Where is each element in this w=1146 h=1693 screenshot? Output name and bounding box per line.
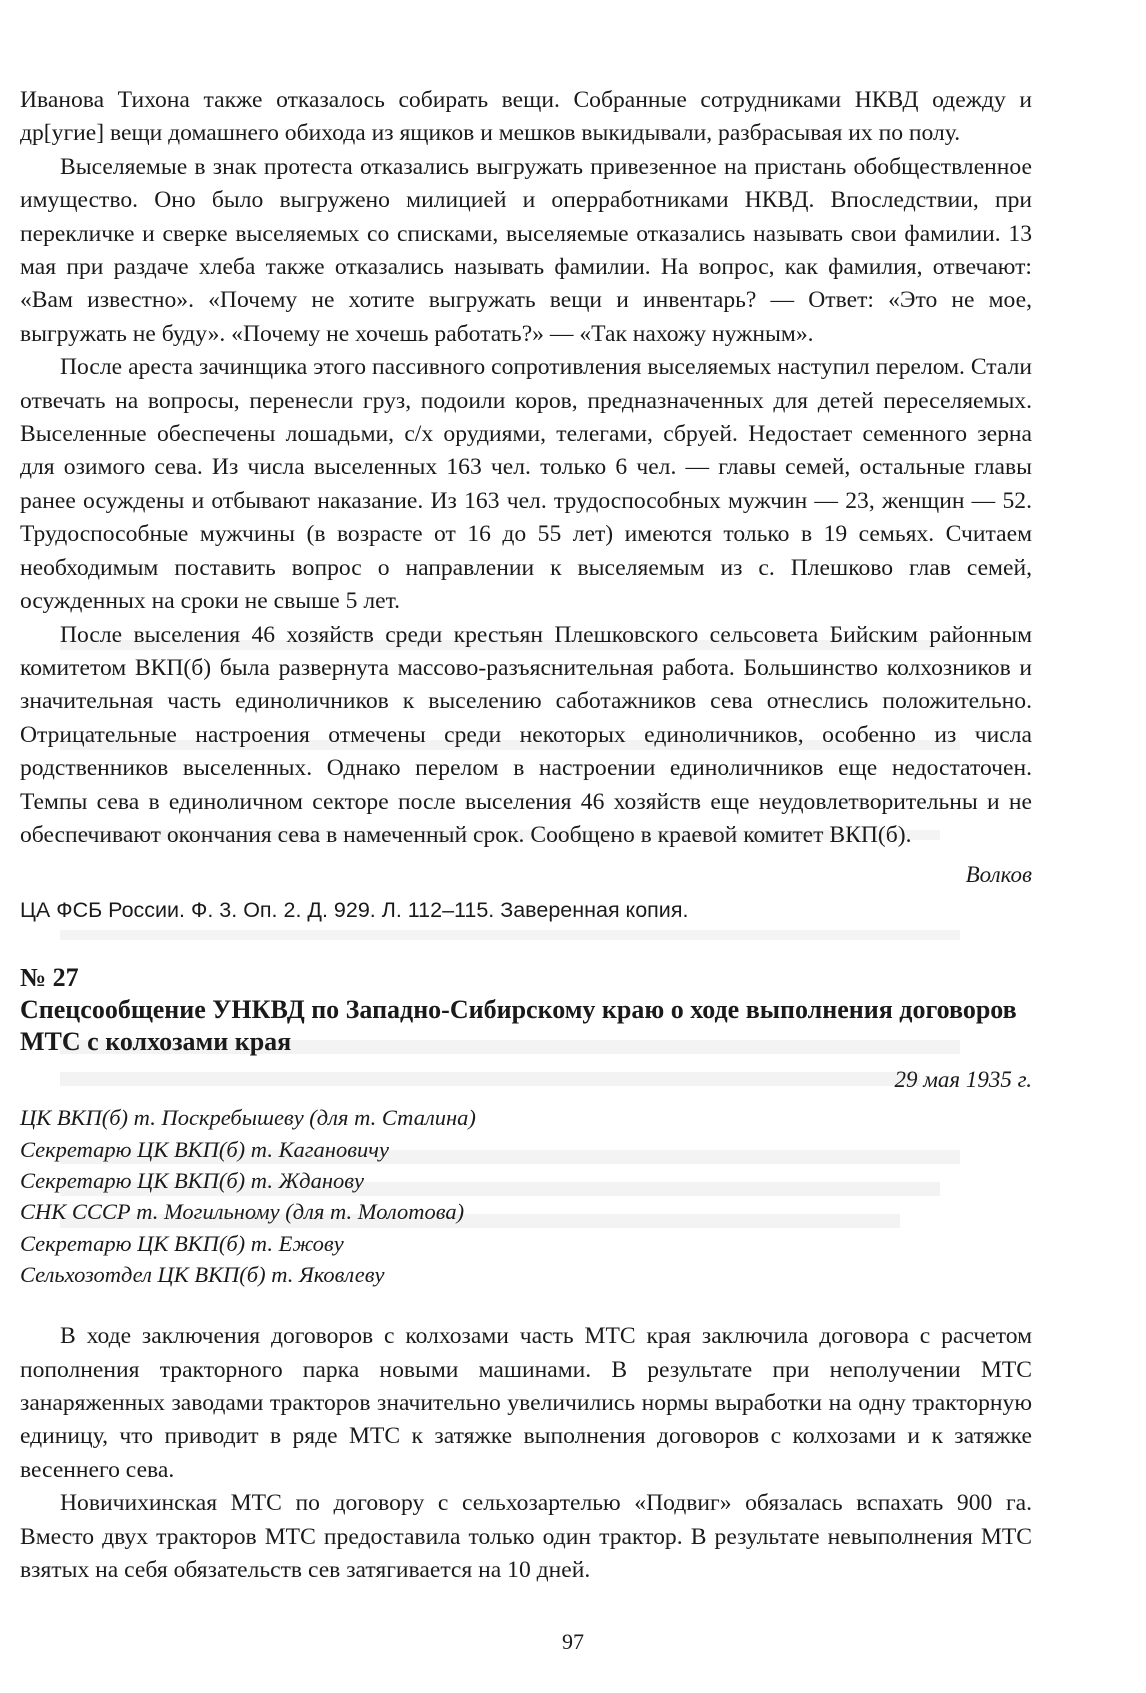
paragraph: В ходе заключения договоров с колхозами часть МТС края заключила договора с расчетом пополнения тракторного парка новыми машинами. В результате при неполучении МТС занаряженных заводами тракторов значительно увеличились нормы выработки на одну тракторную единицу, что приводит в ряде МТС к затяжке выполнения договоров с колхозами и к затяжке весеннего сева. <box>20 1323 1032 1483</box>
paragraph: Новичихинская МТС по договору с сельхозартелью «Подвиг» обязалась вспахать 900 га. Вместо двух тракторов МТС предоставила только один трактор. В результате невыполнения МТС взятых на себя обязательств сев затягивается на 10 дней. <box>20 1490 1032 1583</box>
paragraph: Выселяемые в знак протеста отказались выгружать привезенное на пристань обобществленное имущество. Оно было выгружено милицией и оперработниками НКВД. Впоследствии, при перекличке и сверке выселяемых со списками, выселяемые отказались называть свои фамилии. 13 мая при раздаче хлеба также отказались называть фамилии. На вопрос, как фамилия, отвечают: «Вам известно». «Почему не хотите выгружать вещи и инвентарь? — Ответ: «Это не мое, выгружать не буду». «Почему не хочешь работать?» — «Так нахожу нужным». <box>20 153 1032 347</box>
document-date: 29 мая 1935 г. <box>894 1067 1032 1093</box>
recipient: ЦК ВКП(б) т. Поскребышеву (для т. Сталина) <box>20 1105 476 1131</box>
document-body <box>20 1320 1032 1587</box>
paragraph: После ареста зачинщика этого пассивного сопротивления выселяемых наступил перелом. Стали отвечать на вопросы, перенесли груз, подоили коров, предназначенных для детей переселяемых. Выселенные обеспечены лошадьми, с/х орудиями, телегами, сбруей. Недостает семенного зерна для озимого сева. Из числа выселенных 163 чел. только 6 чел. — главы семей, остальные главы ранее осуждены и отбывают наказание. Из 163 чел. трудоспособных мужчин — 23, женщин — 52. Трудоспособные мужчины (в возрасте от 16 до 55 лет) имеются только в 19 семьях. Считаем необходимым поставить вопрос о направлении к выселяемым из с. Плешково глав семей, осужденных на сроки не свыше 5 лет. <box>20 354 1032 615</box>
recipient: Секретарю ЦК ВКП(б) т. Ежову <box>20 1230 344 1256</box>
document-title: Спецсообщение УНКВД по Западно-Сибирскому краю о ходе выполнения договоров МТС с колхозами края <box>20 995 1017 1057</box>
document-number: № 27 <box>20 963 79 993</box>
page-content <box>20 84 1032 1587</box>
paragraph: Иванова Тихона также отказалось собирать вещи. Собранные сотрудниками НКВД одежду и др[угие] вещи домашнего обихода из ящиков и мешков выкидывали, разбрасывая их по полу. <box>20 87 1032 147</box>
recipients-list <box>20 1102 1032 1290</box>
recipient: Секретарю ЦК ВКП(б) т. Кагановичу <box>20 1136 389 1162</box>
recipient: Сельхозотдел ЦК ВКП(б) т. Яковлеву <box>20 1261 385 1287</box>
recipient: СНК СССР т. Могильному (для т. Молотова) <box>20 1199 465 1225</box>
top-text-section <box>20 84 1032 852</box>
paragraph: После выселения 46 хозяйств среди крестьян Плешковского сельсовета Бийским районным комитетом ВКП(б) была развернута массово-разъяснительная работа. Большинство колхозников и значительная часть единоличников к выселению саботажников сева отнеслись положительно. Отрицательные настроения отмечены среди некоторых единоличников, особенно из числа родственников выселенных. Однако перелом в настроении единоличников еще недостаточен. Темпы сева в единоличном секторе после выселения 46 хозяйств еще неудовлетворительны и не обеспечивают окончания сева в намеченный срок. Сообщено в краевой комитет ВКП(б). <box>20 621 1032 848</box>
document-header <box>20 961 1032 1096</box>
recipient: Секретарю ЦК ВКП(б) т. Жданову <box>20 1167 364 1193</box>
signature: Волков <box>965 862 1032 888</box>
archive-source: ЦА ФСБ России. Ф. 3. Оп. 2. Д. 929. Л. 112–115. Заверенная копия. <box>20 898 689 923</box>
page-number: 97 <box>562 1629 584 1654</box>
